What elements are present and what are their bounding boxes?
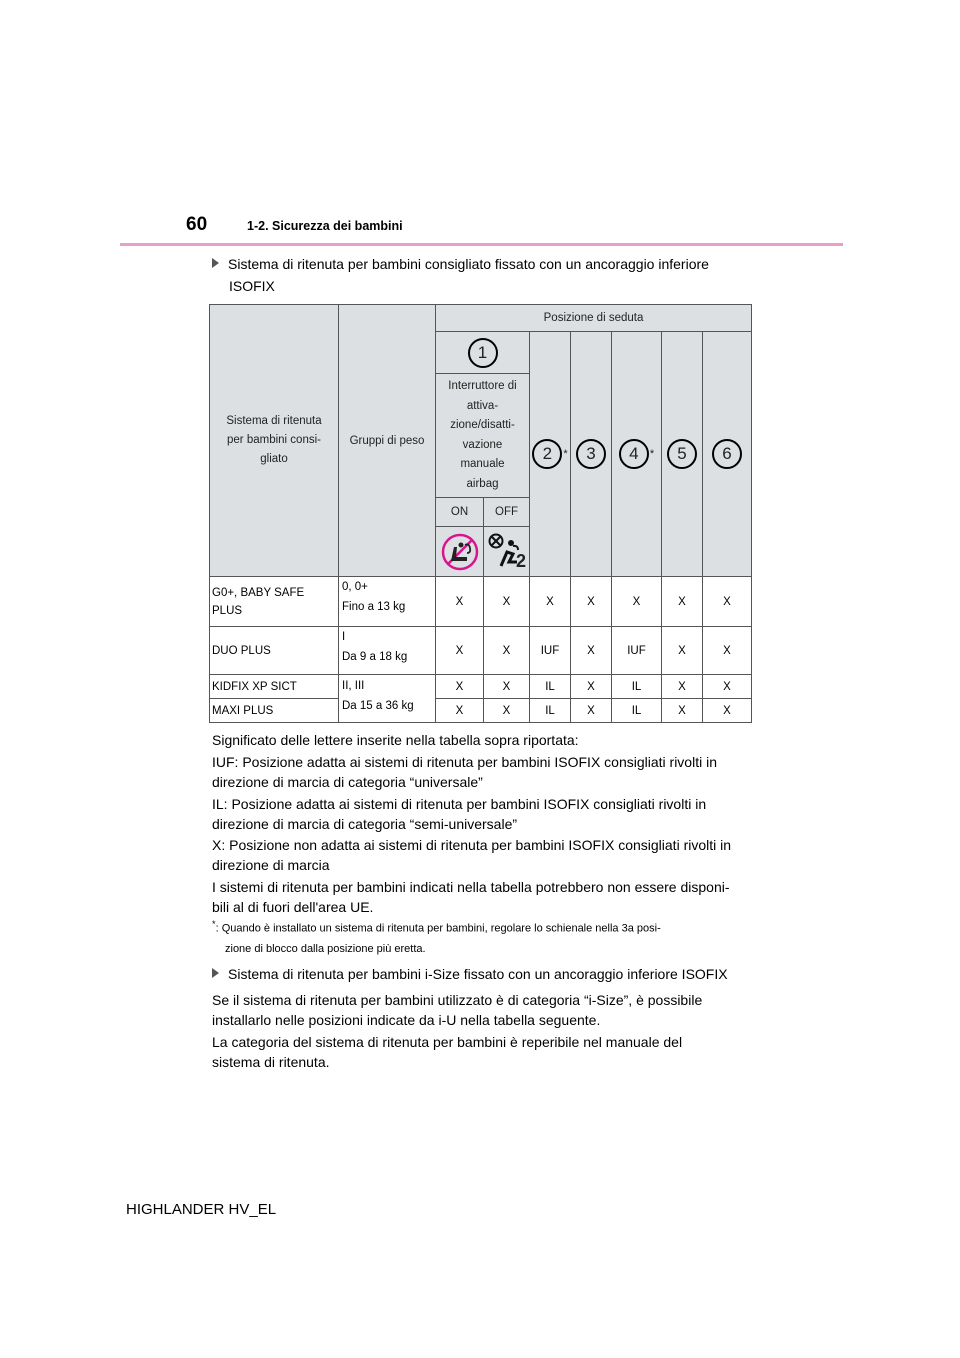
footnote: *: Quando è installato un sistema di ritenuta per bambini, regolare lo schienale nella 3a posi- zione di blocco dalla posizione più eretta. xyxy=(212,919,661,955)
legend-intro: Significato delle lettere inserite nella tabella sopra riportata: xyxy=(212,732,579,748)
legend-x: X: Posizione non adatta ai sistemi di ritenuta per bambini ISOFIX consigliati rivolti in direzione di marcia xyxy=(212,837,732,873)
section-title: 1-2. Sicurezza dei bambini xyxy=(247,219,403,233)
seat-5-number: 5 xyxy=(667,439,697,469)
seat-2-asterisk: * xyxy=(563,448,568,460)
bullet-text-line1: Sistema di ritenuta per bambini consigliato fissato con un ancoraggio inferiore xyxy=(228,256,709,272)
seat-4-number: 4 xyxy=(619,439,649,469)
seat-2-header xyxy=(530,332,571,577)
airbag-on-label: ON xyxy=(436,498,484,527)
header-seating-position: Posizione di seduta xyxy=(436,305,752,332)
header-divider xyxy=(120,243,843,246)
airbag-off-icon-digit: 2 xyxy=(515,550,526,571)
seat-2-number: 2 xyxy=(532,439,562,469)
isize-paragraph-1: Se il sistema di ritenuta per bambini utilizzato è di categoria “i-Size”, è possibile installarlo nelle posizioni indicate da i-U nella tabella seguente. xyxy=(212,992,703,1028)
legend-il: IL: Posizione adatta ai sistemi di ritenuta per bambini ISOFIX consigliati rivolti in direzione di marcia di categoria “semi-universale” xyxy=(212,796,707,832)
header-weight-group: Gruppi di peso xyxy=(339,305,436,577)
legend-iuf: IUF: Posizione adatta ai sistemi di ritenuta per bambini ISOFIX consigliati rivolti in direzione di marcia di categoria “universale” xyxy=(212,754,717,790)
bullet-isize xyxy=(212,963,757,985)
bullet-triangle-icon xyxy=(212,968,219,978)
bullet-triangle-icon xyxy=(212,258,219,268)
airbag-on-icon xyxy=(441,533,479,571)
table-row: G0+, BABY SAFE PLUS 0, 0+ Fino a 13 kg X X X X X X X xyxy=(210,577,752,627)
header-restraint: Sistema di ritenuta per bambini consi- gliato xyxy=(210,305,339,577)
page-number: 60 xyxy=(186,214,208,235)
airbag-switch-header: Interruttore di attiva- zione/disatti- vazione manuale airbag xyxy=(436,374,530,498)
bullet-isofix-recommended xyxy=(212,253,752,297)
bullet-isize-text: Sistema di ritenuta per bambini i-Size fissato con un ancoraggio inferiore ISOFIX xyxy=(228,966,728,982)
seat-3-number: 3 xyxy=(576,439,606,469)
seat-1-number: 1 xyxy=(468,338,498,368)
seat-5-header xyxy=(662,332,703,577)
footnote-mark: * xyxy=(212,919,216,929)
availability-note: I sistemi di ritenuta per bambini indicati nella tabella potrebbero non essere disponi- bili al di fuori dell'area UE. xyxy=(212,879,730,915)
table-row: MAXI PLUS X X IL X IL X X xyxy=(210,699,752,723)
seat-6-header xyxy=(703,332,752,577)
bullet-text-line2: ISOFIX xyxy=(229,278,275,294)
seat-3-header xyxy=(571,332,612,577)
seat-6-number: 6 xyxy=(712,439,742,469)
isofix-table xyxy=(209,304,752,723)
isize-paragraph-2: La categoria del sistema di ritenuta per bambini è reperibile nel manuale del sistema di ritenuta. xyxy=(212,1034,683,1070)
airbag-on-icon-cell xyxy=(436,527,484,577)
seat-1-header xyxy=(436,332,530,374)
airbag-off-label: OFF xyxy=(484,498,530,527)
table-row: KIDFIX XP SICT II, III Da 15 a 36 kg X X IL X IL X X xyxy=(210,675,752,699)
table-row: DUO PLUS I Da 9 a 18 kg X X IUF X IUF X X xyxy=(210,627,752,675)
footer-model: HIGHLANDER HV_EL xyxy=(126,1201,277,1218)
airbag-off-icon-cell xyxy=(484,527,530,577)
seat-4-header xyxy=(612,332,662,577)
seat-4-asterisk: * xyxy=(649,448,655,460)
